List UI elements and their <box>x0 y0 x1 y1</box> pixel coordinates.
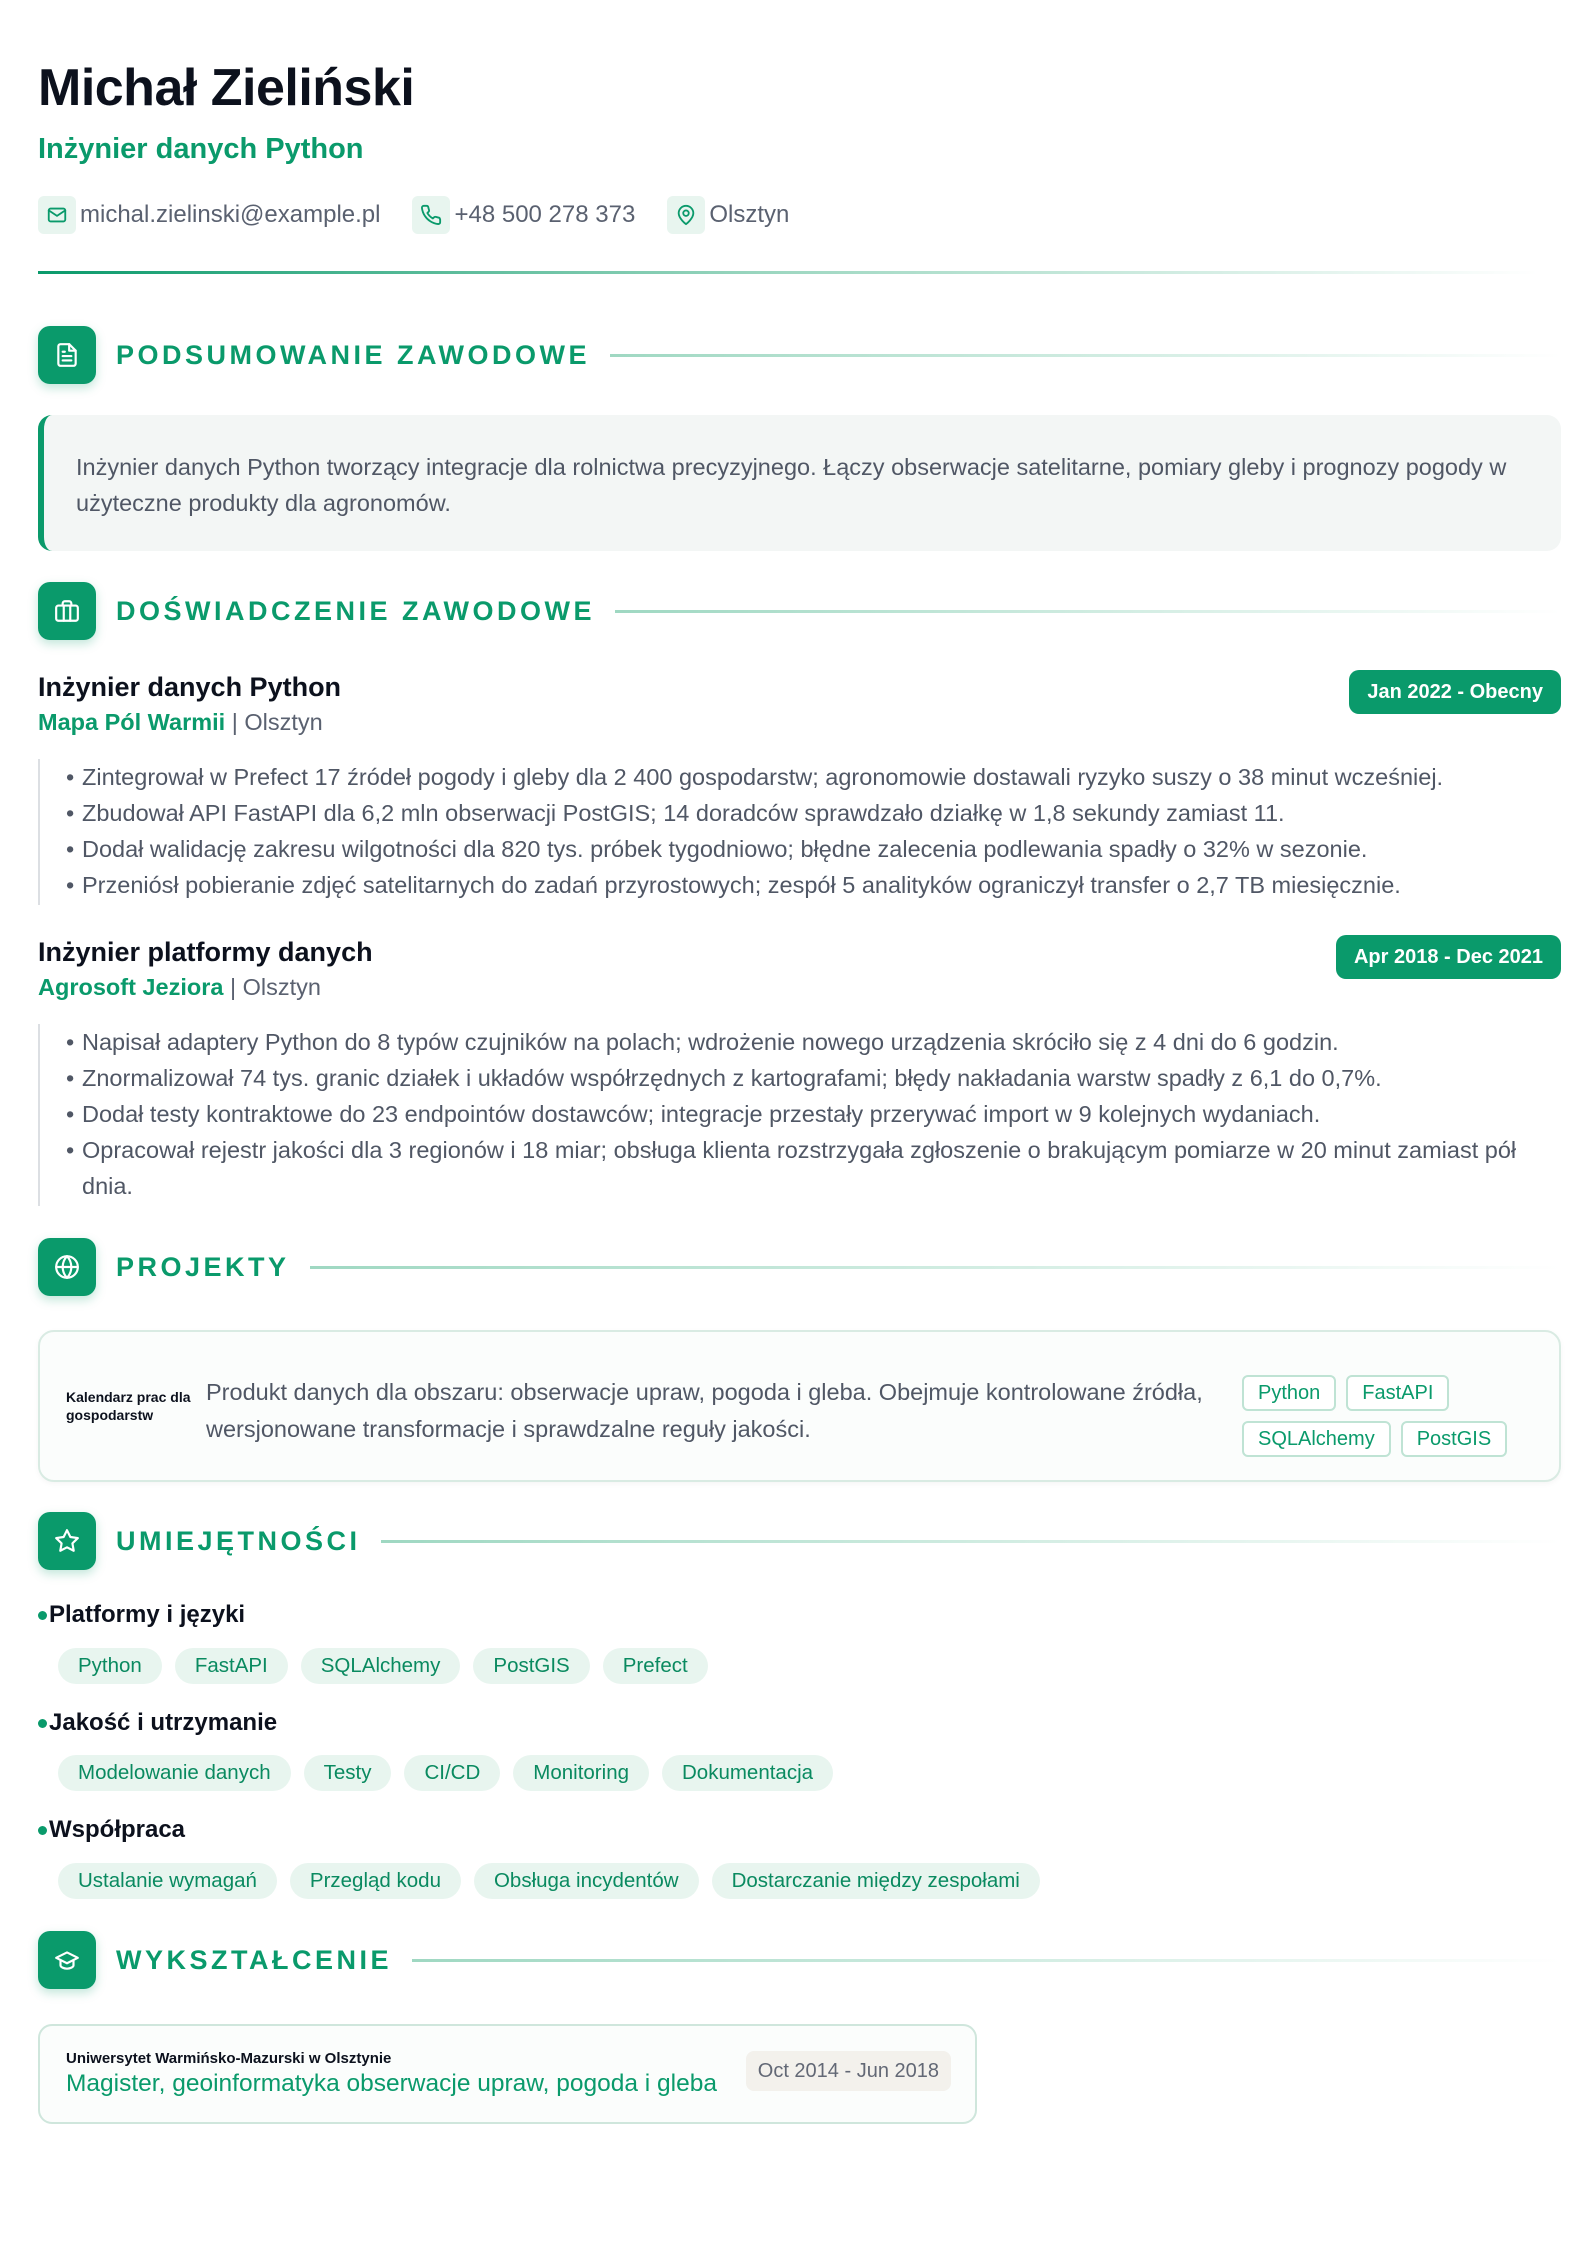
section-experience-heading <box>38 581 1561 641</box>
job-bullet: • Napisał adaptery Python do 8 typów czujników na polach; wdrożenie nowego urządzenia skróciło się z 4 dni do 6 godzin. <box>66 1024 1561 1060</box>
job-company-line <box>38 709 323 736</box>
section-education-heading <box>38 1930 1561 1990</box>
job-bullet: • Zintegrował w Prefect 17 źródeł pogody i gleby dla 2 400 gospodarstw; agronomowie dostawali ryzyko suszy o 38 minut wcześniej. <box>66 759 1561 795</box>
job-bullet: • Znormalizował 74 tys. granic działek i układów współrzędnych z kartografami; błędy nakładania warstw spadły z 6,1 do 0,7%. <box>66 1060 1561 1096</box>
skill-group-heading <box>38 1601 245 1629</box>
skill-chip: Prefect <box>603 1648 708 1684</box>
skill-chip: Modelowanie danych <box>58 1755 291 1791</box>
contact-email-text: michal.zielinski@example.pl <box>80 201 381 228</box>
education-card <box>38 2024 977 2124</box>
document-icon <box>38 326 96 384</box>
skill-chip-list <box>58 1863 1040 1899</box>
section-divider <box>412 1959 1561 1962</box>
project-name: Kalendarz prac dla gospodarstw <box>66 1389 191 1423</box>
section-title: DOŚWIADCZENIE ZAWODOWE <box>116 595 595 626</box>
job-date-badge: Jan 2022 - Obecny <box>1349 670 1561 714</box>
job-bullet: • Opracował rejestr jakości dla 3 regionów i 18 miar; obsługa klienta rozstrzygała zgłoszenie o brakującym pomiarze w 20 minut zamiast pół dnia. <box>66 1132 1561 1204</box>
skill-chip: Monitoring <box>513 1755 649 1791</box>
candidate-role: Inżynier danych Python <box>38 133 364 165</box>
skill-chip: CI/CD <box>404 1755 500 1791</box>
bullet-dot-icon <box>38 1611 47 1620</box>
skill-chip: Przegląd kodu <box>290 1863 461 1899</box>
section-divider <box>615 610 1561 613</box>
section-title: PROJEKTY <box>116 1251 290 1282</box>
job-title: Inżynier platformy danych <box>38 937 373 967</box>
job-bullet: • Dodał walidację zakresu wilgotności dla 820 tys. próbek tygodniowo; błędne zalecenia podlewania spadły o 32% w sezonie. <box>66 831 1561 867</box>
job-bullet-list <box>38 1024 1561 1206</box>
job-bullet: • Przeniósł pobieranie zdjęć satelitarnych do zadań przyrostowych; zespół 5 analityków ograniczył transfer o 2,7 TB miesięcznie. <box>66 867 1561 903</box>
mail-icon <box>38 196 76 234</box>
section-projects-heading <box>38 1237 1561 1297</box>
skill-group-title: Jakość i utrzymanie <box>49 1709 278 1736</box>
education-date-badge: Oct 2014 - Jun 2018 <box>746 2051 951 2091</box>
job-location: Olsztyn <box>242 974 321 1000</box>
skill-group-heading <box>38 1709 277 1737</box>
skill-group-title: Platformy i języki <box>49 1601 246 1628</box>
project-tag-list <box>1242 1375 1542 1457</box>
job-company: Agrosoft Jeziora <box>38 974 224 1000</box>
project-tag: Python <box>1242 1375 1336 1411</box>
skill-chip: Dokumentacja <box>662 1755 833 1791</box>
section-divider <box>381 1540 1561 1543</box>
job-company-line <box>38 974 321 1001</box>
skill-chip: Ustalanie wymagań <box>58 1863 277 1899</box>
project-tag: PostGIS <box>1401 1421 1507 1457</box>
section-skills-heading <box>38 1511 1561 1571</box>
summary-box: Inżynier danych Python tworzący integracje dla rolnictwa precyzyjnego. Łączy obserwacje satelitarne, pomiary gleby i prognozy pogody w użyteczne produkty dla agronomów. <box>38 415 1561 551</box>
section-divider <box>310 1266 1561 1269</box>
section-divider <box>610 354 1561 357</box>
contact-list <box>38 196 789 234</box>
skill-chip: Testy <box>304 1755 392 1791</box>
job-date-badge: Apr 2018 - Dec 2021 <box>1336 935 1561 979</box>
skill-chip: Python <box>58 1648 162 1684</box>
briefcase-icon <box>38 582 96 640</box>
job-bullet: • Zbudował API FastAPI dla 6,2 mln obserwacji PostGIS; 14 doradców sprawdzało działkę w 1,8 sekundy zamiast 11. <box>66 795 1561 831</box>
contact-phone[interactable] <box>412 196 635 234</box>
job-title: Inżynier danych Python <box>38 672 342 702</box>
contact-location <box>667 196 789 234</box>
skill-chip: PostGIS <box>473 1648 589 1684</box>
skill-chip: Dostarczanie między zespołami <box>712 1863 1040 1899</box>
job-bullet-list <box>38 759 1561 905</box>
section-summary-heading <box>38 325 1561 385</box>
skill-chip: Obsługa incydentów <box>474 1863 699 1899</box>
star-icon <box>38 1512 96 1570</box>
job-location: Olsztyn <box>244 709 323 735</box>
job-separator: | <box>223 974 243 1000</box>
map-pin-icon <box>667 196 705 234</box>
header-divider <box>38 271 1538 274</box>
bullet-dot-icon <box>38 1826 47 1835</box>
skill-group-title: Współpraca <box>49 1816 186 1843</box>
education-degree: Magister, geoinformatyka obserwacje upraw, pogoda i gleba <box>66 2070 717 2097</box>
project-description: Produkt danych dla obszaru: obserwacje upraw, pogoda i gleba. Obejmuje kontrolowane źródła, wersjonowane transformacje i sprawdzalne reguły jakości. <box>206 1379 1203 1442</box>
candidate-name: Michał Zieliński <box>38 59 415 117</box>
skill-chip: SQLAlchemy <box>301 1648 461 1684</box>
project-card <box>38 1330 1561 1482</box>
bullet-dot-icon <box>38 1719 47 1728</box>
graduation-cap-icon <box>38 1931 96 1989</box>
skill-chip: FastAPI <box>175 1648 288 1684</box>
job-company: Mapa Pól Warmii <box>38 709 226 735</box>
contact-email[interactable] <box>38 196 380 234</box>
section-title: WYKSZTAŁCENIE <box>116 1944 392 1975</box>
skill-chip-list <box>58 1755 833 1791</box>
skill-chip-list <box>58 1648 708 1684</box>
skill-group-heading <box>38 1816 185 1844</box>
job-separator: | <box>225 709 245 735</box>
project-tag: SQLAlchemy <box>1242 1421 1391 1457</box>
project-tag: FastAPI <box>1346 1375 1449 1411</box>
phone-icon <box>412 196 450 234</box>
contact-phone-text: +48 500 278 373 <box>454 201 636 228</box>
education-school: Uniwersytet Warmińsko-Mazurski w Olsztynie <box>66 2050 392 2067</box>
contact-location-text: Olsztyn <box>709 201 790 228</box>
job-bullet: • Dodał testy kontraktowe do 23 endpointów dostawców; integracje przestały przerywać import w 9 kolejnych wydaniach. <box>66 1096 1561 1132</box>
section-title: UMIEJĘTNOŚCI <box>116 1525 361 1556</box>
section-title: PODSUMOWANIE ZAWODOWE <box>116 339 590 370</box>
globe-icon <box>38 1238 96 1296</box>
